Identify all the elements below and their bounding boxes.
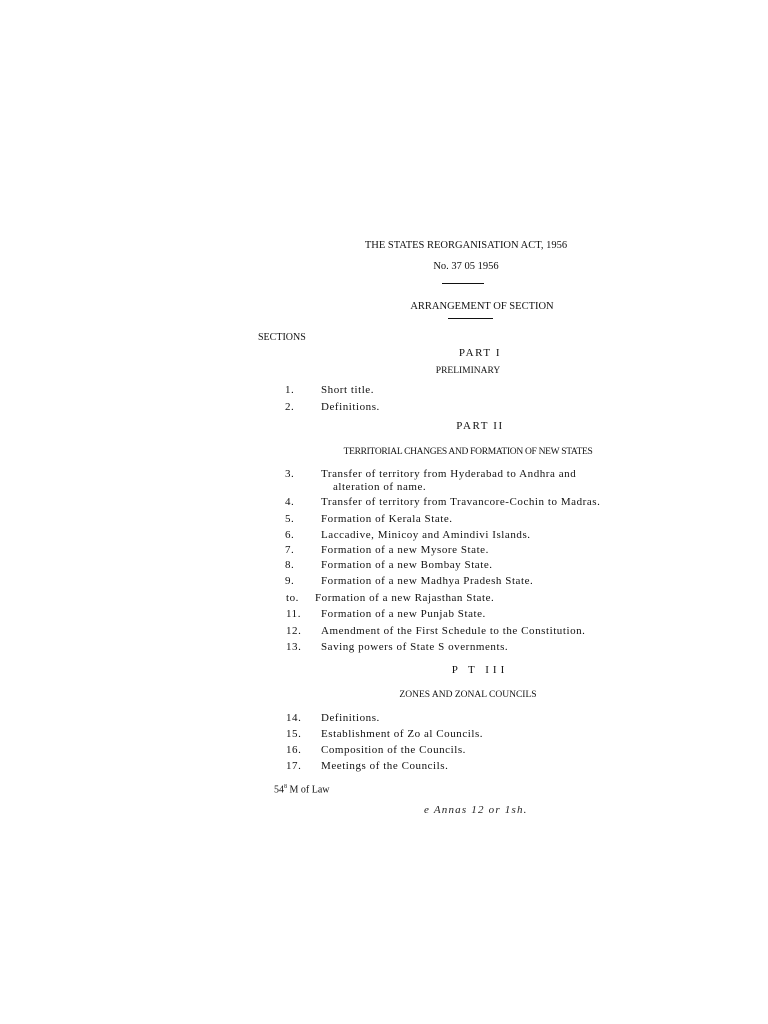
section-number: 2. xyxy=(285,401,295,413)
section-number: to. xyxy=(286,592,299,604)
section-title: Meetings of the Councils. xyxy=(321,760,449,772)
act-number: No. 37 05 1956 xyxy=(433,261,499,272)
section-number: 15. xyxy=(286,728,302,740)
section-title: Formation of a new Bombay State. xyxy=(321,559,493,571)
section-number: 3. xyxy=(285,468,295,480)
section-number: 9. xyxy=(285,575,295,587)
section-title: Formation of a new Madhya Pradesh State. xyxy=(321,575,534,587)
part-label: P T III xyxy=(451,664,509,676)
section-title: Short title. xyxy=(321,384,375,396)
section-title: Formation of a new Rajasthan State. xyxy=(315,592,495,604)
act-title: THE STATES REORGANISATION ACT, 1956 xyxy=(364,240,568,251)
section-number: 14. xyxy=(286,712,302,724)
section-title: Formation of a new Punjab State. xyxy=(321,608,486,620)
part-label: PART I xyxy=(458,347,502,359)
title-divider xyxy=(442,283,484,284)
arrangement-heading: ARRANGEMENT OF SECTION xyxy=(410,301,554,312)
arrangement-divider xyxy=(448,318,493,319)
section-number: 8. xyxy=(285,559,295,571)
section-title: Transfer of territory from Travancore-Cochin to Madras. xyxy=(321,496,601,508)
section-number: 7. xyxy=(285,544,295,556)
section-title: Transfer of territory from Hyderabad to Andhra and xyxy=(321,468,577,480)
footer-note-prefix: 54 xyxy=(274,784,284,796)
footer-price: e Annas 12 or 1sh. xyxy=(424,804,528,816)
section-number: 17. xyxy=(286,760,302,772)
footer-note-suffix: M of Law xyxy=(287,784,330,796)
section-title: Laccadive, Minicoy and Amindivi Islands. xyxy=(321,529,531,541)
section-title: Establishment of Zo al Councils. xyxy=(321,728,484,740)
section-title: Formation of a new Mysore State. xyxy=(321,544,489,556)
part-title: TERRITORIAL CHANGES AND FORMATION OF NEW STATES xyxy=(343,447,593,457)
footer-note-sup: 8 xyxy=(284,784,287,790)
section-title: Definitions. xyxy=(321,401,380,413)
section-number: 5. xyxy=(285,513,295,525)
section-number: 6. xyxy=(285,529,295,541)
part-title: PRELIMINARY xyxy=(435,366,501,376)
section-title: Saving powers of State S overnments. xyxy=(321,641,509,653)
sections-label: SECTIONS xyxy=(258,332,306,343)
section-number: 4. xyxy=(285,496,295,508)
section-title-continuation: alteration of name. xyxy=(333,481,427,493)
section-title: Definitions. xyxy=(321,712,380,724)
part-title: ZONES AND ZONAL COUNCILS xyxy=(399,690,537,700)
section-title: Composition of the Councils. xyxy=(321,744,466,756)
section-number: 16. xyxy=(286,744,302,756)
section-number: 13. xyxy=(286,641,302,653)
section-title: Amendment of the First Schedule to the Constitution. xyxy=(321,625,586,637)
section-title: Formation of Kerala State. xyxy=(321,513,453,525)
footer-note xyxy=(274,784,330,795)
section-number: 1. xyxy=(285,384,295,396)
section-number: 12. xyxy=(286,625,302,637)
section-number: 11. xyxy=(286,608,301,620)
part-label: PART II xyxy=(456,420,504,432)
